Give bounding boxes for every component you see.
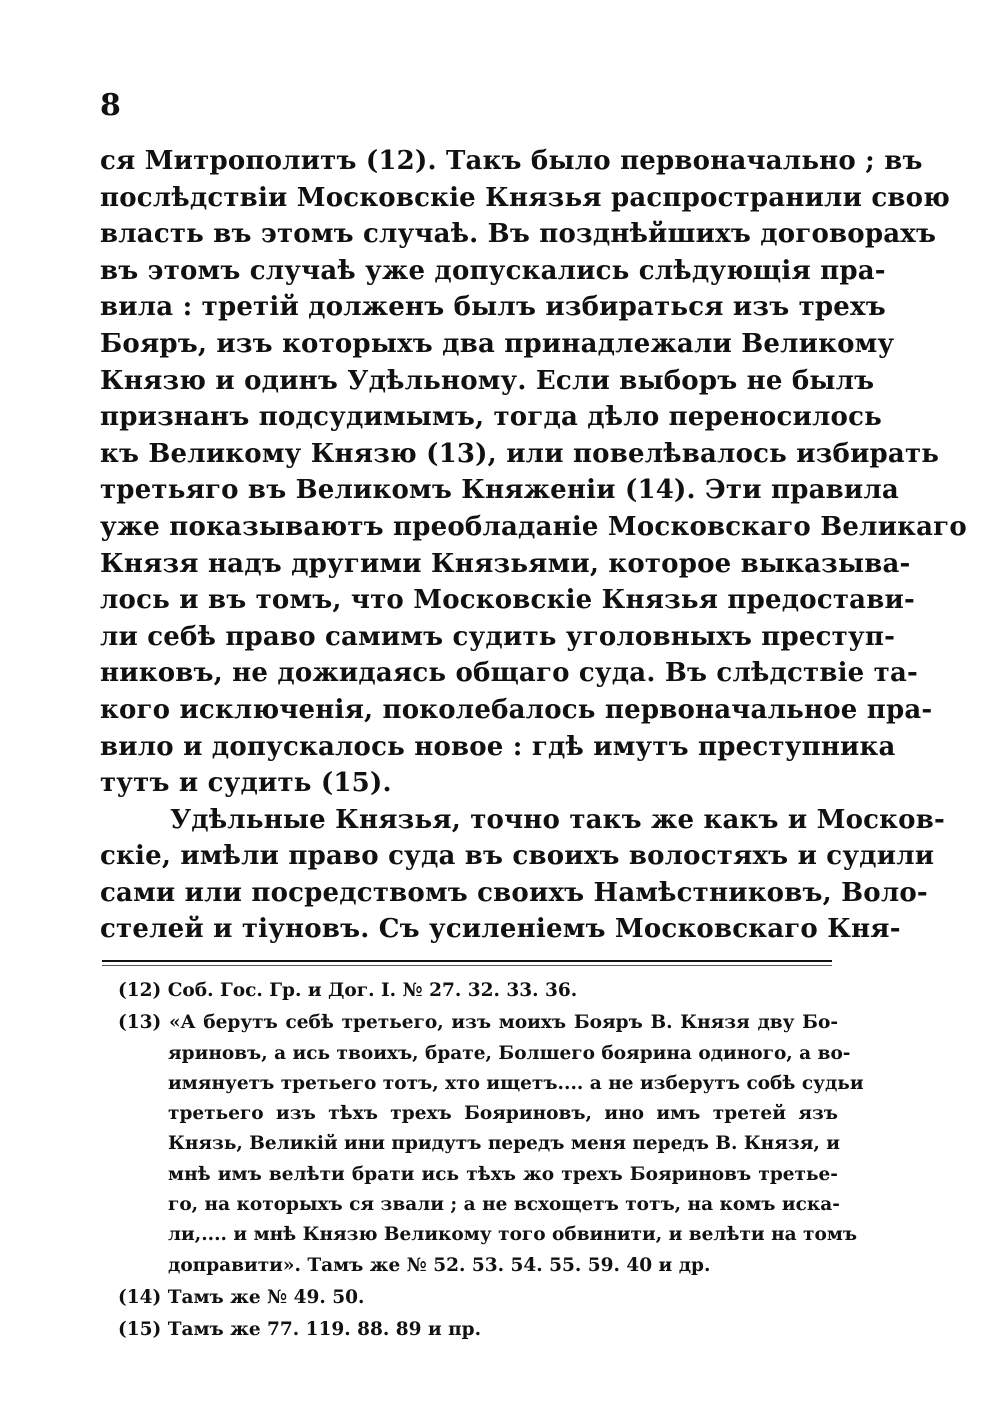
footnote-13-line: го, на которыхъ ся звали ; а не всхощетъ тотъ, на комъ иска-: [168, 1194, 840, 1216]
footnote-divider-thin: [102, 965, 832, 966]
footnote-13-line: мнѣ имъ велѣти брати ись тѣхъ жо трехъ Бояриновъ третье-: [168, 1163, 838, 1185]
footnote-13-line: доправити». Тамъ же № 52. 53. 54. 55. 59. 40 и др.: [168, 1254, 711, 1276]
body-line: Бояръ, изъ которыхъ два принадлежали Великому: [100, 328, 895, 359]
body-line: тутъ и судить (15).: [100, 768, 392, 799]
body-line: никовъ, не дожидаясь общаго суда. Въ слѣдствіе та-: [100, 658, 919, 689]
body-line: уже показываютъ преобладаніе Московскаго Великаго: [100, 511, 967, 542]
footnote-13-line: Князь, Великій ини придутъ передъ меня передъ В. Князя, и: [168, 1133, 840, 1155]
footnotes: [118, 976, 864, 1346]
body-line: признанъ подсудимымъ, тогда дѣло переносилось: [100, 402, 882, 433]
body-line: кого исключенія, поколебалось первоначальное пра-: [100, 694, 933, 725]
body-line: ли себѣ право самимъ судить уголовныхъ преступ-: [100, 621, 896, 652]
body-line: скіе, имѣли право суда въ своихъ волостяхъ и судили: [100, 841, 935, 872]
body-line: къ Великому Князю (13), или повелѣвалось избирать: [100, 438, 940, 469]
footnote-13-line: (13) «А берутъ себѣ третьего, изъ моихъ Бояръ В. Князя дву Бо-: [118, 1012, 838, 1034]
page-number: 8: [100, 88, 121, 123]
body-line: третьяго въ Великомъ Княженіи (14). Эти правила: [100, 475, 899, 506]
footnote-14: (14) Тамъ же № 49. 50.: [118, 1286, 365, 1308]
body-line: власть въ этомъ случаѣ. Въ позднѣйшихъ договорахъ: [100, 219, 937, 250]
body-line: вила : третій долженъ былъ избираться изъ трехъ: [100, 292, 886, 323]
body-line: Князю и одинъ Удѣльному. Если выборъ не былъ: [100, 365, 875, 396]
paragraph-start-line: Удѣльные Князья, точно такъ же какъ и Москов-: [170, 804, 945, 835]
footnote-13-line: яриновъ, а ись твоихъ, брате, Болшего боярина одиного, а во-: [168, 1042, 851, 1064]
body-line: послѣдствіи Московскіе Князья распространили свою: [100, 182, 951, 213]
footnote-13-line: третьего изъ тѣхъ трехъ Бояриновъ, ино имъ третей язъ: [168, 1103, 838, 1125]
body-line: ся Митрополитъ (12). Такъ было первоначально ; въ: [100, 146, 923, 176]
body-line: вило и допускалось новое : гдѣ имутъ преступника: [100, 731, 896, 762]
body-line: сами или посредствомъ своихъ Намѣстниковъ, Воло-: [100, 877, 928, 908]
body-line: стелей и тіуновъ. Съ усиленіемъ Московскаго Кня-: [100, 914, 901, 945]
body-text: [100, 143, 967, 948]
footnote-15: (15) Тамъ же 77. 119. 88. 89 и пр.: [118, 1319, 482, 1341]
body-line: въ этомъ случаѣ уже допускались слѣдующія пра-: [100, 255, 886, 286]
footnote-13-line: ли,.... и мнѣ Князю Великому того обвинити, и велѣти на томъ: [168, 1224, 858, 1246]
footnote-divider: [102, 960, 832, 962]
body-line: Князя надъ другими Князьями, которое выказыва-: [100, 548, 911, 579]
body-line: лось и въ томъ, что Московскіе Князья предостави-: [100, 585, 915, 616]
footnote-12: (12) Соб. Гос. Гр. и Дог. I. № 27. 32. 33. 36.: [118, 980, 578, 1001]
footnote-13-line: имянуетъ третьего тотъ, хто ищетъ.... а не изберутъ собѣ судьи: [168, 1072, 864, 1094]
